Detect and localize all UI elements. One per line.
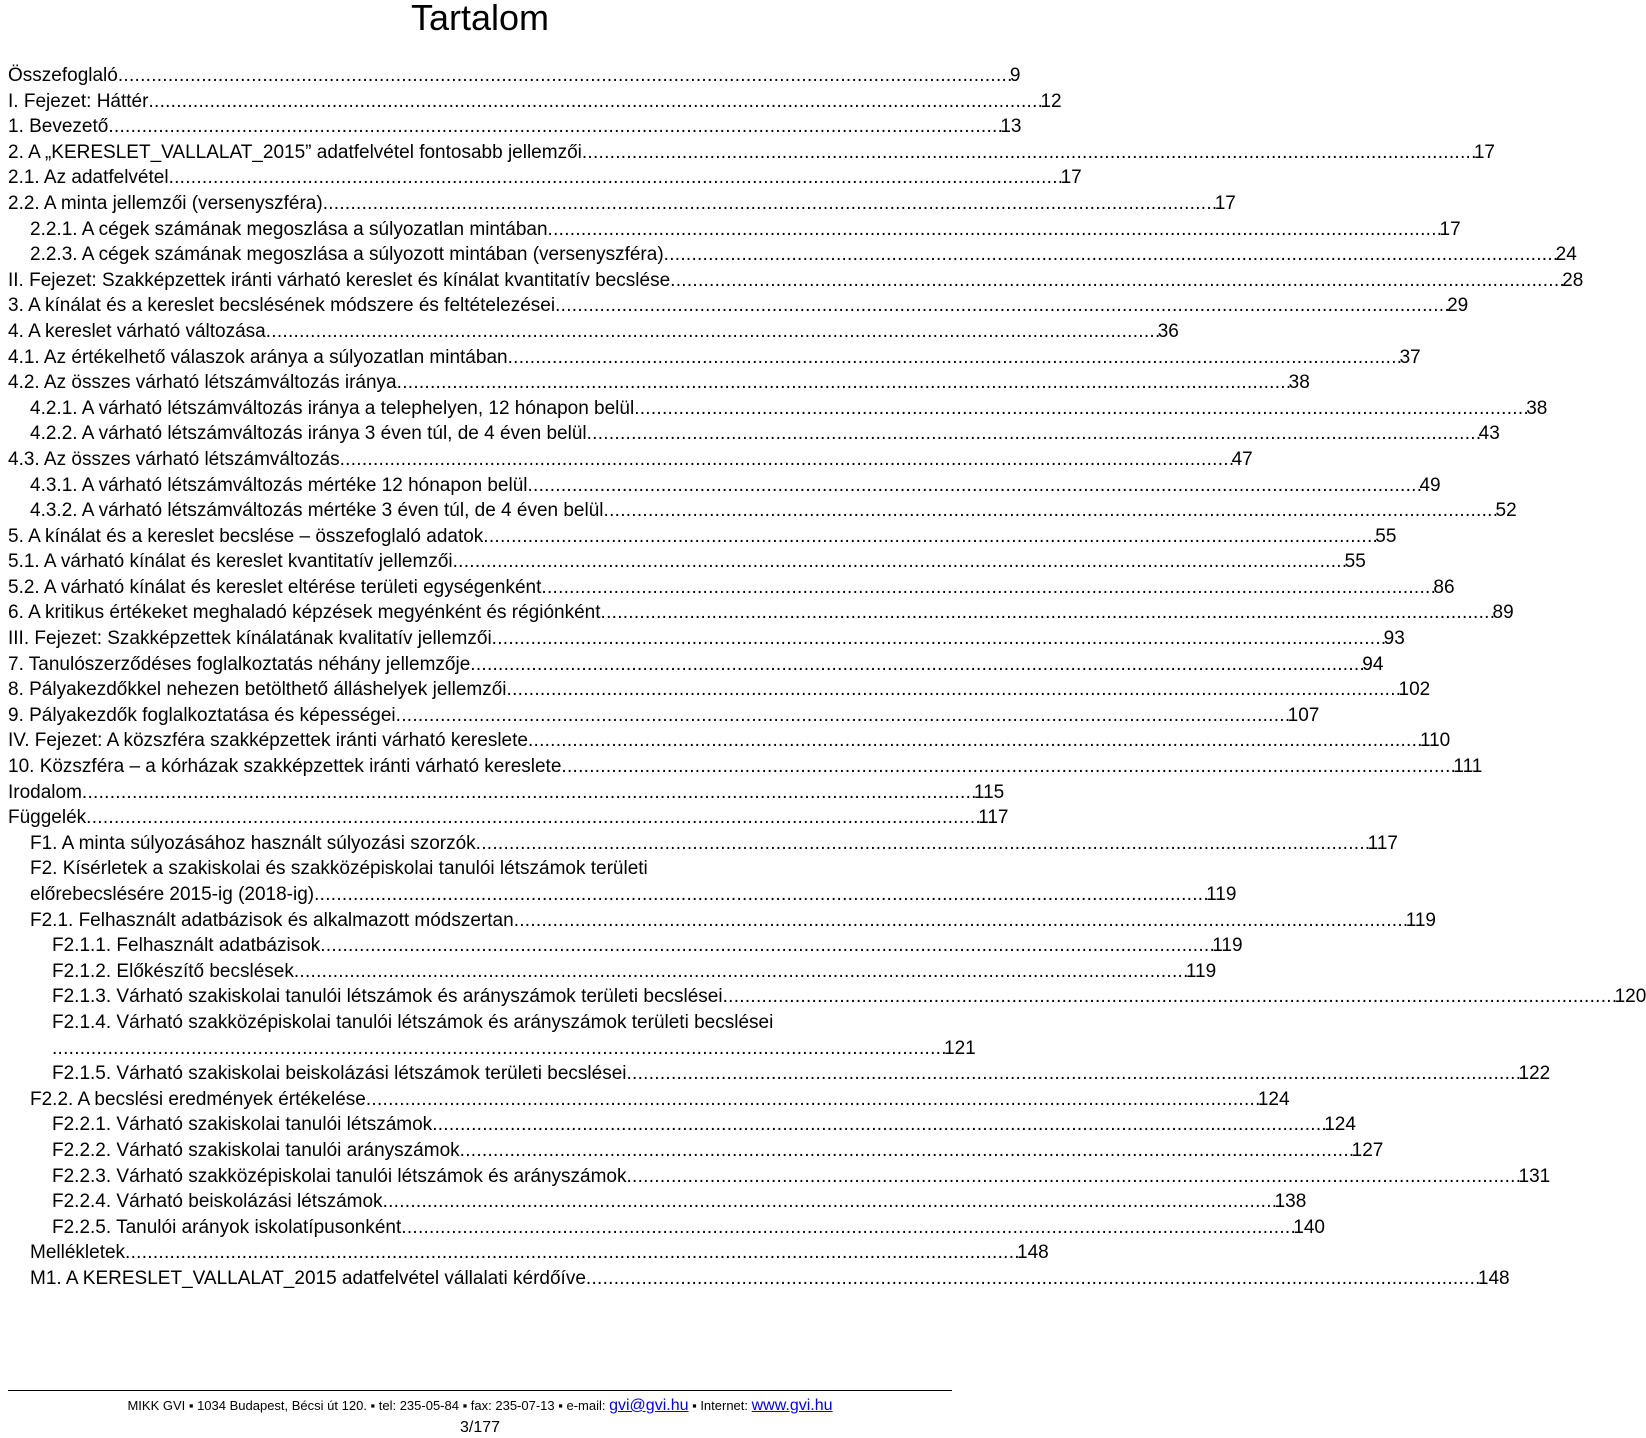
toc-entry[interactable] [8,473,1441,499]
footer-website-link[interactable]: www.gvi.hu [751,1397,833,1414]
toc-leader-dots [320,933,1212,959]
toc-entry[interactable] [8,447,1253,473]
toc-entry-label: 2.2.1. A cégek számának megoszlása a súlyozatlan mintában [30,218,548,240]
toc-entry[interactable] [8,1164,1551,1190]
toc-entry-label: 4.2.1. A várható létszámváltozás iránya a telephelyen, 12 hónapon belül [30,397,635,419]
toc-leader-dots [397,370,1289,396]
toc-entry[interactable] [8,165,1082,191]
toc-entry[interactable] [8,114,1022,140]
toc-entry[interactable] [8,1138,1384,1164]
toc-leader-dots [561,754,1453,780]
toc-leader-dots [555,293,1447,319]
toc-entry[interactable] [8,882,1237,908]
toc-leader-dots [118,63,1010,89]
toc-entry[interactable] [8,63,1021,89]
toc-entry[interactable] [8,1240,1049,1266]
toc-entry-page: 102 [1398,679,1431,701]
toc-entry[interactable] [8,626,1405,652]
toc-entry-page: 24 [1555,244,1577,266]
toc-entry[interactable] [8,1215,1325,1241]
toc-entry-page: 110 [1419,730,1451,752]
toc-entry[interactable] [8,242,1577,268]
toc-entry-page: 17 [1473,141,1495,163]
toc-leader-dots [604,498,1496,524]
toc-entry-page: 121 [944,1037,976,1059]
toc-leader-dots [108,114,1000,140]
toc-leader-dots [548,217,1440,243]
toc-entry-page: 140 [1293,1216,1325,1238]
toc-entry[interactable] [8,396,1548,422]
toc-entry-page: 28 [1562,269,1584,291]
toc-entry-label: 7. Tanulószerződéses foglalkoztatás néhány jellemzője [8,653,471,675]
toc-entry-page: 120 [1614,986,1646,1008]
toc-entry-page: 94 [1362,653,1384,675]
toc-entry[interactable] [8,191,1236,217]
toc-entry[interactable] [8,549,1366,575]
toc-entry-page: 124 [1324,1114,1356,1136]
toc-entry-label: 4.3.1. A várható létszámváltozás mértéke 12 hónapon belül [30,474,528,496]
toc-entry-page: 47 [1231,448,1253,470]
toc-leader-dots [582,140,1474,166]
toc-entry-page: 38 [1526,397,1548,419]
toc-entry[interactable] [8,319,1179,345]
toc-entry-page: 89 [1492,602,1514,624]
toc-leader-dots [587,421,1479,447]
toc-leader-dots [52,1036,944,1062]
toc-entry-page: 37 [1399,346,1421,368]
toc-leader-dots [432,1112,1324,1138]
toc-leader-dots [627,1061,1519,1087]
toc-entry-page: 17 [1060,167,1082,189]
toc-entry-page: 127 [1351,1139,1384,1161]
toc-entry-label: F1. A minta súlyozásához használt súlyozási szorzók [30,832,476,854]
toc-leader-dots [453,549,1345,575]
toc-entry[interactable] [8,805,1009,831]
toc-entry-page: 55 [1344,551,1366,573]
toc-entry[interactable] [8,1010,952,1036]
toc-leader-dots [483,524,1375,550]
toc-entry-label: 5.1. A várható kínálat és kereslet kvantitatív jellemzői [8,551,453,573]
footer-contact-text: MIKK GVI ▪ 1034 Budapest, Bécsi út 120. ▪ tel: 235-05-84 ▪ fax: 235-07-13 ▪ e-mail: [127,1398,610,1413]
toc-leader-dots [492,626,1384,652]
toc-entry[interactable] [8,370,1310,396]
toc-entry[interactable] [8,217,1461,243]
toc-entry-label: előrebecslésére 2015-ig (2018-ig) [30,884,315,905]
toc-leader-dots [323,191,1215,217]
toc-entry-page: 148 [1477,1267,1510,1289]
toc-leader-dots [266,319,1158,345]
toc-entry[interactable] [8,421,1500,447]
toc-entry-label: F2. Kísérletek a szakiskolai és szakközépiskolai tanulói létszámok területi [30,858,648,880]
toc-entry-page: 117 [978,807,1009,829]
toc-entry-page: 17 [1214,192,1236,214]
toc-entry-label: M1. A KERESLET_VALLALAT_2015 adatfelvétel vállalati kérdőíve [30,1267,586,1289]
toc-entry-label: 4.2.2. A várható létszámváltozás iránya 3 éven túl, de 4 éven belül [30,423,587,445]
footer-email-link[interactable]: gvi@gvi.hu [609,1397,689,1414]
toc-entry-page: 9 [1009,65,1021,86]
toc-entry-label: Mellékletek [30,1242,126,1264]
toc-entry-label: F2.2.4. Várható beiskolázási létszámok [52,1191,383,1213]
toc-entry-page: 13 [1000,116,1022,138]
footer-internet-label: ▪ Internet: [688,1398,752,1413]
toc-entry-label: F2.1.1. Felhasznált adatbázisok [52,935,321,957]
toc-leader-dots [528,728,1420,754]
toc-entry[interactable] [8,728,1451,754]
toc-entry-label: F2.2.2. Várható szakiskolai tanulói arányszámok [52,1139,460,1161]
toc-leader-dots [86,805,978,831]
toc-entry-page: 117 [1367,832,1398,854]
toc-entry[interactable] [8,1266,1510,1292]
toc-entry-page: 43 [1478,423,1500,445]
toc-entry-page: 119 [1206,884,1237,905]
toc-entry-label: I. Fejezet: Háttér [8,90,149,112]
toc-leader-dots [627,1164,1519,1190]
toc-entry[interactable] [8,703,1320,729]
toc-leader-dots [514,908,1406,934]
toc-entry-label: F2.2.1. Várható szakiskolai tanulói létszámok [52,1114,433,1136]
toc-leader-dots [148,89,1040,115]
toc-entry[interactable] [8,1087,1290,1113]
toc-entry-page: 17 [1439,218,1461,240]
toc-entry[interactable] [8,959,1217,985]
toc-leader-dots [664,242,1556,268]
toc-entry-label: F2.2.5. Tanulói arányok iskolatípusonként [52,1216,402,1238]
toc-entry-label: 2.2. A minta jellemzői (versenyszféra) [8,192,323,214]
toc-entry-label: 4.2. Az összes várható létszámváltozás iránya [8,372,397,394]
toc-entry-label: 10. Közszféra – a kórházak szakképzettek iránti várható kereslete [8,756,562,778]
toc-leader-dots [366,1087,1258,1113]
toc-entry-label: III. Fejezet: Szakképzettek kínálatának kvalitatív jellemzői [8,628,492,650]
toc-entry-label: Függelék [8,807,87,829]
toc-leader-dots [340,447,1232,473]
toc-entry-label: F2.2.3. Várható szakközépiskolai tanulói létszámok és arányszámok [52,1165,627,1187]
toc-entry-page: 124 [1257,1088,1290,1110]
toc-leader-dots [634,396,1526,422]
footer-divider [8,1390,952,1391]
toc-leader-dots [507,677,1399,703]
toc-entry-label: F2.2. A becslési eredmények értékelése [30,1088,366,1110]
toc-entry-page: 12 [1040,90,1062,112]
toc-entry[interactable] [8,89,1062,115]
toc-entry-label: F2.1.2. Előkészítő becslések [52,960,294,982]
toc-entry-label: F2.1. Felhasznált adatbázisok és alkalmazott módszertan [30,909,514,931]
toc-entry-label: 9. Pályakezdők foglalkoztatása és képességei [8,704,396,726]
toc-entry[interactable] [8,754,1483,780]
toc-leader-dots [82,780,974,806]
toc-leader-dots [401,1215,1293,1241]
toc-entry-label: F2.1.4. Várható szakközépiskolai tanulói létszámok és arányszámok területi becslései [52,1011,774,1033]
toc-entry[interactable] [8,575,1455,601]
toc-entry-page: 119 [1212,935,1243,957]
toc-entry[interactable] [8,1061,1551,1087]
toc-leader-dots [470,652,1362,678]
toc-leader-dots [601,600,1493,626]
toc-entry-label: F2.1.5. Várható szakiskolai beiskolázási létszámok területi becslései [52,1063,627,1085]
page-footer [0,1396,960,1438]
toc-leader-dots [476,831,1368,857]
toc-entry-label: F2.1.3. Várható szakiskolai tanulói létszámok és arányszámok területi becslései [52,986,723,1008]
toc-entry-page: 36 [1157,320,1179,342]
page-title: Tartalom [410,0,550,38]
toc-leader-dots [586,1266,1478,1292]
toc-leader-dots [541,575,1433,601]
toc-entry-label: IV. Fejezet: A közszféra szakképzettek iránti várható kereslete [8,730,528,752]
toc-entry-label: 4.3. Az összes várható létszámváltozás [8,448,340,470]
toc-leader-dots [460,1138,1352,1164]
toc-entry-page: 93 [1383,628,1405,650]
toc-entry[interactable] [8,933,1243,959]
toc-entry-label: 4.1. Az értékelhető válaszok aránya a súlyozatlan mintában [8,346,508,368]
toc-entry-label: II. Fejezet: Szakképzettek iránti várható kereslet és kínálat kvantitatív becslése [8,269,671,291]
toc-entry-page: 122 [1518,1063,1551,1085]
toc-leader-dots [508,345,1400,371]
toc-entry[interactable] [8,1112,1356,1138]
page-number: 3/177 [459,1419,501,1436]
toc-entry[interactable] [8,831,1398,857]
toc-entry[interactable] [8,652,1384,678]
toc-entry-label: 3. A kínálat és a kereslet becslésének módszere és feltételezései [8,295,556,317]
toc-entry[interactable] [8,524,1397,550]
toc-leader-dots [527,473,1419,499]
toc-entry-label: 2.1. Az adatfelvétel [8,167,169,189]
toc-entry-label: Összefoglaló [8,65,118,86]
toc-entry[interactable] [8,1036,976,1062]
toc-entry-label: 4.3.2. A várható létszámváltozás mértéke 3 éven túl, de 4 éven belül [30,500,604,522]
toc-entry[interactable] [8,268,1584,294]
toc-leader-dots [169,165,1061,191]
toc-leader-dots [723,984,1615,1010]
toc-entry-label: 2. A „KERESLET_VALLALAT_2015” adatfelvétel fontosabb jellemzői [8,141,582,163]
toc-entry-page: 107 [1287,704,1320,726]
toc-entry-page: 115 [973,781,1005,803]
toc-entry-label: 5.2. A várható kínálat és kereslet eltérése területi egységenként [8,576,542,598]
toc-entry[interactable] [8,677,1431,703]
toc-entry-label: Irodalom [8,781,82,803]
toc-entry-page: 49 [1419,474,1441,496]
toc-entry-page: 119 [1405,909,1436,931]
toc-entry-page: 138 [1274,1191,1307,1213]
toc-entry[interactable] [8,345,1421,371]
toc-entry-page: 86 [1433,576,1455,598]
toc-entry-page: 131 [1518,1165,1551,1187]
toc-entry[interactable] [8,908,1436,934]
toc-entry-label: 1. Bevezető [8,116,109,138]
toc-entry[interactable] [8,140,1495,166]
toc-entry[interactable] [8,856,952,882]
toc-entry-page: 111 [1453,756,1483,778]
toc-leader-dots [396,703,1288,729]
toc-entry-page: 38 [1288,372,1310,394]
toc-entry-page: 52 [1495,500,1517,522]
toc-entry-page: 119 [1185,960,1217,982]
toc-entry[interactable] [8,780,1005,806]
toc-entry-page: 148 [1017,1242,1049,1264]
toc-entry-label: 2.2.3. A cégek számának megoszlása a súlyozott mintában (versenyszféra) [30,244,664,266]
toc-leader-dots [383,1189,1275,1215]
toc-entry-label: 6. A kritikus értékeket meghaladó képzések megyénként és régiónként [8,602,601,624]
toc-entry-page: 29 [1447,295,1469,317]
toc-leader-dots [314,882,1206,908]
toc-entry[interactable] [8,293,1469,319]
toc-leader-dots [670,268,1562,294]
toc-leader-dots [125,1240,1017,1266]
toc-entry[interactable] [8,600,1514,626]
toc-leader-dots [294,959,1186,985]
toc-entry[interactable] [8,498,1517,524]
toc-entry-label: 4. A kereslet várható változása [8,320,266,342]
table-of-contents [8,63,1646,1292]
toc-entry-label: 8. Pályakezdőkkel nehezen betölthető álláshelyek jellemzői [8,679,507,701]
toc-entry[interactable] [8,984,1646,1010]
toc-entry-label: 5. A kínálat és a kereslet becslése – összefoglaló adatok [8,525,484,547]
toc-entry[interactable] [8,1189,1307,1215]
toc-entry-page: 55 [1375,525,1397,547]
